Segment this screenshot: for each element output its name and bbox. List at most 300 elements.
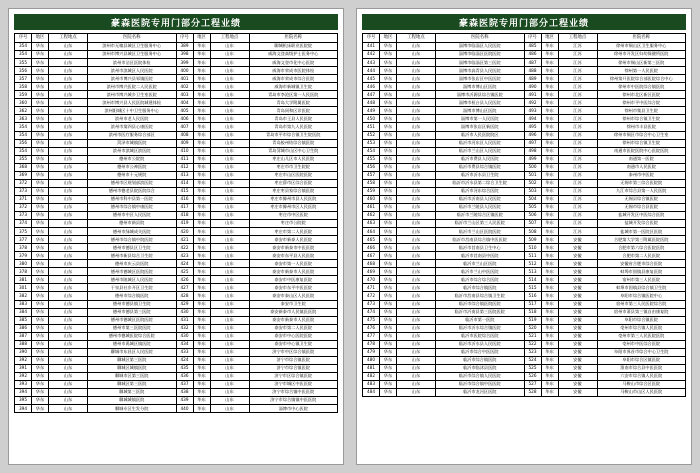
row-hospital-name: 临沂市人民医院院区 — [436, 131, 525, 139]
row-hospital-name: 临沂市综合镇中医医院 — [436, 380, 525, 388]
row-hospital-name: 泰安市泰山区人民医院 — [249, 292, 338, 300]
row-area: 华东 — [541, 75, 558, 83]
row-area: 华东 — [32, 91, 49, 99]
left-page-banner: 豪森医院专用门部分工程业绩 — [14, 14, 338, 30]
table-row — [363, 43, 686, 51]
row-hospital-name: 滨州市第四县心康医院 — [88, 123, 177, 131]
col-header-area-1: 地区 — [380, 34, 397, 43]
row-area: 华东 — [380, 123, 397, 131]
row-hospital-name: 聊城城镇医院 — [88, 397, 177, 405]
row-hospital-name: 聊城机床职业医院院 — [249, 43, 338, 51]
row-area: 华东 — [380, 276, 397, 284]
row-no: 369 — [15, 171, 32, 179]
row-location: 山东 — [210, 220, 249, 228]
row-no: 384 — [15, 308, 32, 316]
row-hospital-name: 德州市德县区卫生院 — [88, 244, 177, 252]
row-hospital-name: 滨州市滨城区人民医院 — [88, 67, 177, 75]
row-area: 华东 — [193, 179, 210, 187]
row-hospital-name: 聊城第三医院 — [88, 389, 177, 397]
row-area: 华东 — [541, 340, 558, 348]
table-row — [15, 397, 338, 405]
row-location: 山东 — [49, 380, 88, 388]
row-hospital-name: 德州市德县镇卫生院 — [88, 300, 177, 308]
row-location: 山东 — [210, 83, 249, 91]
row-area: 华东 — [541, 131, 558, 139]
row-hospital-name: 泰安市中心医院医院 — [249, 332, 338, 340]
row-area: 华东 — [541, 316, 558, 324]
row-area: 华东 — [193, 276, 210, 284]
table-row — [15, 203, 338, 211]
row-no: 357 — [15, 75, 32, 83]
row-area: 华东 — [193, 107, 210, 115]
row-location: 山东 — [49, 51, 88, 59]
table-row — [15, 67, 338, 75]
table-row — [15, 171, 338, 179]
row-area: 华东 — [32, 203, 49, 211]
row-location: 山东 — [210, 107, 249, 115]
table-row — [15, 75, 338, 83]
row-location: 山东 — [49, 300, 88, 308]
row-location: 江苏 — [558, 67, 597, 75]
table-row — [363, 244, 686, 252]
table-row — [363, 340, 686, 348]
row-area: 华东 — [541, 147, 558, 155]
row-area: 华东 — [380, 356, 397, 364]
row-no: 463 — [363, 220, 380, 228]
row-area: 华东 — [32, 139, 49, 147]
row-location: 安徽 — [558, 244, 597, 252]
row-area: 华东 — [541, 139, 558, 147]
row-no: 506 — [524, 211, 541, 219]
row-no: 417 — [176, 203, 193, 211]
row-location: 山东 — [49, 405, 88, 413]
row-area: 华东 — [541, 252, 558, 260]
row-hospital-name: 淄博市博山区医院 — [436, 83, 525, 91]
row-location: 山东 — [49, 59, 88, 67]
col-header-hospital-2: 医院名称 — [249, 34, 338, 43]
row-location: 山东 — [49, 252, 88, 260]
row-hospital-name: 青岛大学附属医院 — [249, 99, 338, 107]
row-area: 华东 — [193, 372, 210, 380]
row-no: 393 — [15, 380, 32, 388]
row-hospital-name: 枣庄市滕州市区人民医院 — [249, 203, 338, 211]
table-row — [363, 372, 686, 380]
row-area: 华东 — [193, 260, 210, 268]
row-hospital-name: 淄博市高青县人民医院 — [436, 67, 525, 75]
row-location: 安徽 — [558, 364, 597, 372]
row-area: 华东 — [541, 276, 558, 284]
row-location: 山东 — [49, 123, 88, 131]
row-location: 山东 — [397, 67, 436, 75]
row-area: 华东 — [380, 220, 397, 228]
row-hospital-name: 淄博市第一人民医院 — [436, 115, 525, 123]
row-no: 426 — [176, 276, 193, 284]
row-area: 华东 — [193, 115, 210, 123]
row-area: 华东 — [32, 244, 49, 252]
row-location: 山东 — [49, 284, 88, 292]
row-hospital-name: 徐州市丰县医院 — [597, 123, 686, 131]
row-area: 华东 — [541, 51, 558, 59]
row-no: 430 — [176, 332, 193, 340]
row-no: 517 — [524, 300, 541, 308]
row-no: 418 — [176, 211, 193, 219]
row-area: 华东 — [541, 211, 558, 219]
row-area: 华东 — [541, 91, 558, 99]
row-no: 507 — [524, 220, 541, 228]
row-no: 354 — [15, 51, 32, 59]
row-hospital-name: 临沂市医院综合医院 — [436, 332, 525, 340]
row-no: 407 — [176, 123, 193, 131]
row-no: 389 — [176, 43, 193, 51]
row-location: 山东 — [397, 276, 436, 284]
row-hospital-name: 临沂市兰陵综合区镇医院 — [436, 211, 525, 219]
row-location: 安徽 — [558, 308, 597, 316]
row-area: 华东 — [32, 155, 49, 163]
row-location: 山东 — [397, 115, 436, 123]
row-area: 华东 — [32, 364, 49, 372]
row-hospital-name: 德州市十元规院 — [88, 171, 177, 179]
row-location: 江苏 — [558, 139, 597, 147]
row-hospital-name: 临沂市沂南县第三医院医院 — [436, 308, 525, 316]
table-row — [363, 276, 686, 284]
row-location: 山东 — [210, 123, 249, 131]
row-area: 华东 — [541, 187, 558, 195]
row-area: 华东 — [193, 91, 210, 99]
table-row — [363, 83, 686, 91]
table-row — [363, 195, 686, 203]
row-no: 453 — [363, 139, 380, 147]
row-no: 385 — [15, 316, 32, 324]
row-no: 469 — [363, 268, 380, 276]
table-row — [15, 268, 338, 276]
row-location: 安徽 — [558, 260, 597, 268]
row-area: 华东 — [193, 211, 210, 219]
row-hospital-name: 德州市区规划部滨医院 — [88, 179, 177, 187]
row-no: 467 — [363, 252, 380, 260]
row-area: 华东 — [193, 203, 210, 211]
row-hospital-name: 徐州市北区新区医院 — [597, 91, 686, 99]
row-no: 382 — [15, 292, 32, 300]
row-area: 华东 — [32, 195, 49, 203]
row-hospital-name: 临沂市综合中医医院 — [436, 348, 525, 356]
table-row — [363, 211, 686, 219]
row-location: 江苏 — [558, 147, 597, 155]
row-hospital-name: 临沂市第一医院 — [436, 316, 525, 324]
row-no: 363 — [15, 115, 32, 123]
table-row — [15, 107, 338, 115]
row-area: 华东 — [380, 91, 397, 99]
row-hospital-name: 枣庄山儿区市人民医院 — [249, 155, 338, 163]
row-hospital-name: 徐州第开医院综合部医院综合中心 — [597, 75, 686, 83]
row-area: 华东 — [380, 236, 397, 244]
row-hospital-name: 徐州市铜山区卫生服务中心 — [597, 43, 686, 51]
row-location: 江苏 — [558, 203, 597, 211]
table-row — [15, 99, 338, 107]
row-location: 山东 — [49, 332, 88, 340]
row-no: 438 — [176, 389, 193, 397]
row-location: 山东 — [397, 59, 436, 67]
table-row — [15, 51, 338, 59]
row-hospital-name: 于泉县社乡开区卫生院 — [88, 284, 177, 292]
row-location: 山东 — [49, 115, 88, 123]
row-location: 安徽 — [558, 380, 597, 388]
row-location: 山东 — [210, 316, 249, 324]
row-area: 华东 — [380, 147, 397, 155]
row-location: 山东 — [210, 292, 249, 300]
row-area: 华东 — [193, 405, 210, 413]
col-header-location-1: 工程地点 — [49, 34, 88, 43]
row-hospital-name: 滨州阳城区十中卫生服务中心 — [88, 107, 177, 115]
row-area: 华东 — [32, 332, 49, 340]
row-hospital-name: 德州市德城区医院医院 — [88, 268, 177, 276]
row-no: 398 — [176, 51, 193, 59]
row-location: 山东 — [210, 324, 249, 332]
row-area: 华东 — [32, 300, 49, 308]
row-no: 442 — [363, 51, 380, 59]
row-no: 521 — [524, 332, 541, 340]
row-hospital-name: 九江市综合县第一人民医院 — [597, 187, 686, 195]
row-location: 山东 — [49, 324, 88, 332]
row-no: 504 — [524, 195, 541, 203]
row-area: 华东 — [541, 163, 558, 171]
row-location: 山东 — [397, 340, 436, 348]
row-no: 437 — [176, 380, 193, 388]
row-hospital-name: 济宁市中区综合镇医院 — [249, 348, 338, 356]
row-location: 山东 — [49, 228, 88, 236]
row-hospital-name: 德州市科中县第一医院 — [88, 195, 177, 203]
row-location: 安徽 — [558, 389, 597, 397]
row-location: 山东 — [210, 276, 249, 284]
row-location: 山东 — [49, 348, 88, 356]
row-area: 华东 — [193, 139, 210, 147]
row-no: 473 — [363, 300, 380, 308]
row-hospital-name: 聊城区第三医院 — [88, 380, 177, 388]
row-location: 山东 — [210, 155, 249, 163]
table-row — [363, 131, 686, 139]
row-no: 387 — [15, 332, 32, 340]
table-header-row — [363, 34, 686, 43]
table-row — [363, 260, 686, 268]
row-area: 华东 — [32, 171, 49, 179]
row-no: 472 — [363, 292, 380, 300]
row-location: 山东 — [210, 356, 249, 364]
row-area: 华东 — [541, 332, 558, 340]
table-row — [15, 123, 338, 131]
row-hospital-name: 合肥第大学第三附属医院医院 — [597, 236, 686, 244]
row-location: 山东 — [210, 195, 249, 203]
row-hospital-name: 泰安市第一人民医院 — [249, 260, 338, 268]
table-row — [363, 203, 686, 211]
row-location: 山东 — [397, 163, 436, 171]
table-row — [363, 389, 686, 397]
row-area: 华东 — [380, 59, 397, 67]
table-row — [15, 292, 338, 300]
row-area: 华东 — [380, 260, 397, 268]
table-row — [15, 332, 338, 340]
row-area: 华东 — [32, 51, 49, 59]
row-no: 497 — [524, 139, 541, 147]
table-row — [15, 300, 338, 308]
table-row — [363, 179, 686, 187]
table-row — [15, 324, 338, 332]
table-row — [363, 107, 686, 115]
row-area: 华东 — [193, 268, 210, 276]
row-area: 华东 — [380, 155, 397, 163]
row-location: 山东 — [397, 244, 436, 252]
row-no: 356 — [15, 139, 32, 147]
row-no: 402 — [176, 83, 193, 91]
row-area: 华东 — [380, 195, 397, 203]
row-no: 412 — [176, 163, 193, 171]
row-area: 华东 — [380, 171, 397, 179]
table-row — [363, 51, 686, 59]
row-hospital-name: 淄博市中心医院 — [249, 405, 338, 413]
row-area: 华东 — [541, 228, 558, 236]
row-location: 山东 — [49, 316, 88, 324]
table-row — [15, 364, 338, 372]
row-location: 山东 — [49, 203, 88, 211]
row-hospital-name: 淄博市临淄区第三医院 — [436, 59, 525, 67]
row-area: 华东 — [380, 316, 397, 324]
row-hospital-name: 菏泽市城镇医院 — [88, 139, 177, 147]
table-row — [363, 300, 686, 308]
row-no: 454 — [363, 147, 380, 155]
row-location: 江苏 — [558, 179, 597, 187]
row-no: 459 — [363, 187, 380, 195]
table-row — [363, 155, 686, 163]
table-row — [363, 147, 686, 155]
row-location: 江苏 — [558, 83, 597, 91]
row-location: 江苏 — [558, 220, 597, 228]
row-no: 475 — [363, 316, 380, 324]
table-row — [15, 179, 338, 187]
row-no: 520 — [524, 324, 541, 332]
row-location: 安徽 — [558, 324, 597, 332]
row-hospital-name: 安徽省合肥市综合医院 — [597, 260, 686, 268]
row-area: 华东 — [193, 75, 210, 83]
row-hospital-name: 临沂市兰山区人民医院 — [436, 147, 525, 155]
table-row — [15, 389, 338, 397]
row-no: 483 — [363, 380, 380, 388]
row-hospital-name: 淄博市桓台县人民医院 — [436, 99, 525, 107]
row-no: 496 — [524, 131, 541, 139]
col-header-no-2: 序号 — [524, 34, 541, 43]
row-hospital-name: 泰安市东平中医医院 — [249, 284, 338, 292]
row-location: 山东 — [210, 364, 249, 372]
row-location: 安徽 — [558, 300, 597, 308]
row-hospital-name: 滨州市无棣县城区卫生服务中心 — [88, 43, 177, 51]
row-no: 470 — [363, 276, 380, 284]
row-area: 华东 — [380, 244, 397, 252]
row-area: 华东 — [380, 67, 397, 75]
row-hospital-name: 亳州市综合镇人民医院 — [597, 324, 686, 332]
row-area: 华东 — [193, 316, 210, 324]
table-row — [15, 211, 338, 219]
row-location: 山东 — [397, 99, 436, 107]
row-no: 425 — [176, 268, 193, 276]
row-location: 山东 — [397, 43, 436, 51]
row-no: 484 — [363, 389, 380, 397]
row-area: 华东 — [32, 220, 49, 228]
row-area: 华东 — [32, 260, 49, 268]
row-no: 458 — [363, 179, 380, 187]
row-no: 461 — [363, 203, 380, 211]
row-area: 华东 — [193, 155, 210, 163]
row-hospital-name: 聊城区城镇医院 — [88, 364, 177, 372]
row-area: 华东 — [380, 300, 397, 308]
row-location: 山东 — [397, 292, 436, 300]
row-area: 华东 — [541, 308, 558, 316]
row-no: 480 — [363, 356, 380, 364]
table-row — [363, 292, 686, 300]
row-area: 华东 — [193, 228, 210, 236]
row-no: 429 — [176, 300, 193, 308]
row-location: 安徽 — [558, 292, 597, 300]
col-header-hospital-1: 医院名称 — [436, 34, 525, 43]
row-no: 362 — [15, 107, 32, 115]
row-area: 华东 — [32, 115, 49, 123]
row-area: 华东 — [541, 300, 558, 308]
row-no: 468 — [363, 260, 380, 268]
row-no: 450 — [363, 115, 380, 123]
row-hospital-name: 淄博市临淄区医院医院 — [436, 51, 525, 59]
row-hospital-name: 威海文登市化中心医院 — [249, 59, 338, 67]
row-location: 山东 — [397, 107, 436, 115]
row-hospital-name: 滨州市博兴县城区卫生服务中心 — [88, 51, 177, 59]
row-hospital-name: 泰安市第二人民医院 — [249, 324, 338, 332]
row-no: 471 — [363, 284, 380, 292]
row-area: 华东 — [32, 324, 49, 332]
row-location: 山东 — [397, 171, 436, 179]
row-hospital-name: 聊城市东昌区人民医院 — [88, 348, 177, 356]
row-location: 山东 — [397, 139, 436, 147]
row-area: 华东 — [541, 389, 558, 397]
row-location: 安徽 — [558, 316, 597, 324]
row-area: 华东 — [541, 236, 558, 244]
row-area: 华东 — [541, 83, 558, 91]
row-location: 山东 — [210, 372, 249, 380]
row-location: 山东 — [397, 356, 436, 364]
row-hospital-name: 泰安市东平县人民医院 — [249, 252, 338, 260]
row-area: 华东 — [32, 163, 49, 171]
row-location: 江苏 — [558, 51, 597, 59]
row-no: 421 — [176, 236, 193, 244]
row-location: 山东 — [49, 244, 88, 252]
col-header-area-2: 地区 — [193, 34, 210, 43]
table-row — [15, 244, 338, 252]
row-area: 华东 — [32, 131, 49, 139]
row-hospital-name: 济宁市区综合镇医院 — [249, 372, 338, 380]
row-hospital-name: 临沂市兰陵县人民医院 — [436, 203, 525, 211]
row-area: 华东 — [193, 356, 210, 364]
row-no: 441 — [363, 43, 380, 51]
row-hospital-name: 淄博市张店区新医院 — [436, 123, 525, 131]
row-hospital-name: 泰州市中医院 — [597, 171, 686, 179]
row-location: 山东 — [49, 236, 88, 244]
table-header-row — [15, 34, 338, 43]
row-location: 安徽 — [558, 268, 597, 276]
row-no: 372 — [15, 179, 32, 187]
row-area: 华东 — [193, 131, 210, 139]
row-no: 424 — [176, 356, 193, 364]
row-location: 山东 — [397, 252, 436, 260]
table-row — [15, 163, 338, 171]
row-location: 山东 — [49, 372, 88, 380]
row-hospital-name: 德州市绿城成关医院 — [88, 228, 177, 236]
row-hospital-name: 徐州市铜山区新第三医院 — [597, 59, 686, 67]
row-location: 山东 — [49, 179, 88, 187]
row-no: 379 — [15, 252, 32, 260]
